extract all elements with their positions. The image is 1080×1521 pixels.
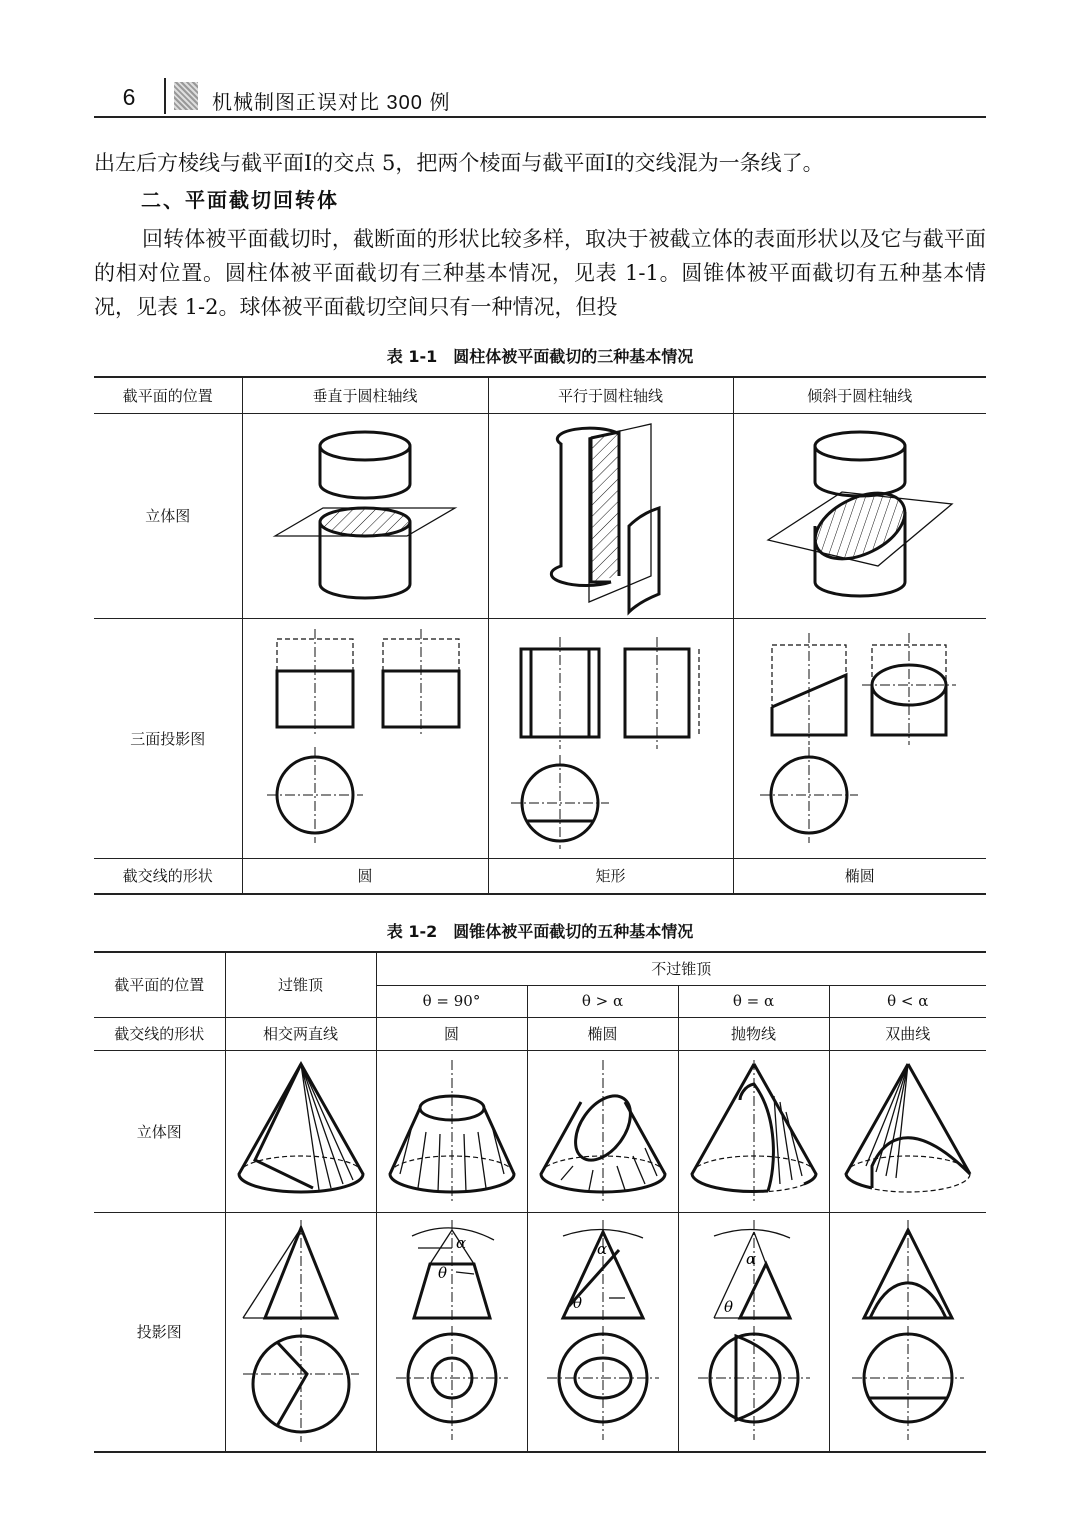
table2-shape-parabola: 抛物线 bbox=[678, 1017, 829, 1050]
table1-row-label-projection: 三面投影图 bbox=[94, 618, 242, 858]
table1-caption: 表 1-1 圆柱体被平面截切的三种基本情况 bbox=[386, 347, 694, 366]
table2-condition-90: θ = 90° bbox=[376, 985, 527, 1017]
table2-shape-ellipse: 椭圆 bbox=[527, 1017, 678, 1050]
table2-shape-hyperbola: 双曲线 bbox=[829, 1017, 986, 1050]
cylinder-perpendicular-cut-3d bbox=[242, 413, 488, 618]
cylinder-oblique-cut-3d bbox=[733, 413, 986, 618]
table1-shape-rectangle: 矩形 bbox=[488, 858, 733, 894]
alpha-label: α bbox=[455, 1233, 466, 1252]
cone-theta-eq-alpha-3d bbox=[678, 1050, 829, 1212]
svg-text:θ: θ bbox=[723, 1297, 733, 1316]
table2-row-label-position: 截平面的位置 bbox=[94, 952, 225, 1017]
cone-through-apex-3d bbox=[225, 1050, 376, 1212]
table1 bbox=[94, 376, 986, 895]
table2-condition-gt: θ > α bbox=[527, 985, 678, 1017]
paragraph-1: 出左后方棱线与截平面Ⅰ的交点 5，把两个棱面与截平面Ⅰ的交线混为一条线了。 bbox=[94, 151, 824, 175]
page-number: 6 bbox=[122, 84, 136, 110]
table2-condition-lt: θ < α bbox=[829, 985, 986, 1017]
cone-theta-lt-alpha-projection bbox=[829, 1212, 986, 1452]
table1-shape-circle: 圆 bbox=[242, 858, 488, 894]
svg-text:α: α bbox=[596, 1239, 607, 1258]
table2-row-label-shape: 截交线的形状 bbox=[94, 1017, 225, 1050]
cylinder-parallel-cut-3d bbox=[488, 413, 733, 618]
svg-text:α: α bbox=[745, 1249, 756, 1268]
paragraph-2: 回转体被平面截切时，截断面的形状比较多样，取决于被截立体的表面形状以及它与截平面的相对位置。圆柱体被平面截切有三种基本情况，见表 1-1。圆锥体被平面截切有五种基本情况，见表 1-2。球体被平面截切空间只有一种情况，但投 bbox=[94, 227, 986, 319]
table2-shape-lines: 相交两直线 bbox=[225, 1017, 376, 1050]
cone-theta-lt-alpha-3d bbox=[829, 1050, 986, 1212]
table2-row-label-3d: 立体图 bbox=[94, 1050, 225, 1212]
cone-through-apex-projection bbox=[225, 1212, 376, 1452]
table1-position-parallel: 平行于圆柱轴线 bbox=[488, 377, 733, 413]
table1-shape-ellipse: 椭圆 bbox=[733, 858, 986, 894]
cone-theta-gt-alpha-3d bbox=[527, 1050, 678, 1212]
table2-condition-eq: θ = α bbox=[678, 985, 829, 1017]
table2-row-label-projection: 投影图 bbox=[94, 1212, 225, 1452]
book-title: 机械制图正误对比 300 例 bbox=[212, 92, 451, 114]
table2-through-apex: 过锥顶 bbox=[225, 952, 376, 1017]
svg-text:θ: θ bbox=[572, 1293, 582, 1312]
header-divider bbox=[164, 78, 166, 114]
header-rule bbox=[94, 116, 986, 118]
table2 bbox=[94, 951, 986, 1453]
section-title: 二、平面截切回转体 bbox=[141, 188, 339, 212]
theta-label: θ bbox=[437, 1263, 447, 1282]
table2-shape-circle: 圆 bbox=[376, 1017, 527, 1050]
cylinder-perpendicular-cut-projection bbox=[242, 618, 488, 858]
table1-position-perpendicular: 垂直于圆柱轴线 bbox=[242, 377, 488, 413]
table1-position-oblique: 倾斜于圆柱轴线 bbox=[733, 377, 986, 413]
table2-caption: 表 1-2 圆锥体被平面截切的五种基本情况 bbox=[386, 922, 694, 941]
cone-theta-90-3d bbox=[376, 1050, 527, 1212]
table1-row-label-3d: 立体图 bbox=[94, 413, 242, 618]
table2-not-through-apex: 不过锥顶 bbox=[376, 952, 986, 985]
table1-row-label-shape: 截交线的形状 bbox=[94, 858, 242, 894]
cylinder-parallel-cut-projection bbox=[488, 618, 733, 858]
table1-row-label-position: 截平面的位置 bbox=[94, 377, 242, 413]
cylinder-oblique-cut-projection bbox=[733, 618, 986, 858]
cone-theta-eq-alpha-projection bbox=[678, 1212, 829, 1452]
header-decoration bbox=[174, 82, 198, 110]
cone-theta-90-projection bbox=[376, 1212, 527, 1452]
cone-theta-gt-alpha-projection bbox=[527, 1212, 678, 1452]
